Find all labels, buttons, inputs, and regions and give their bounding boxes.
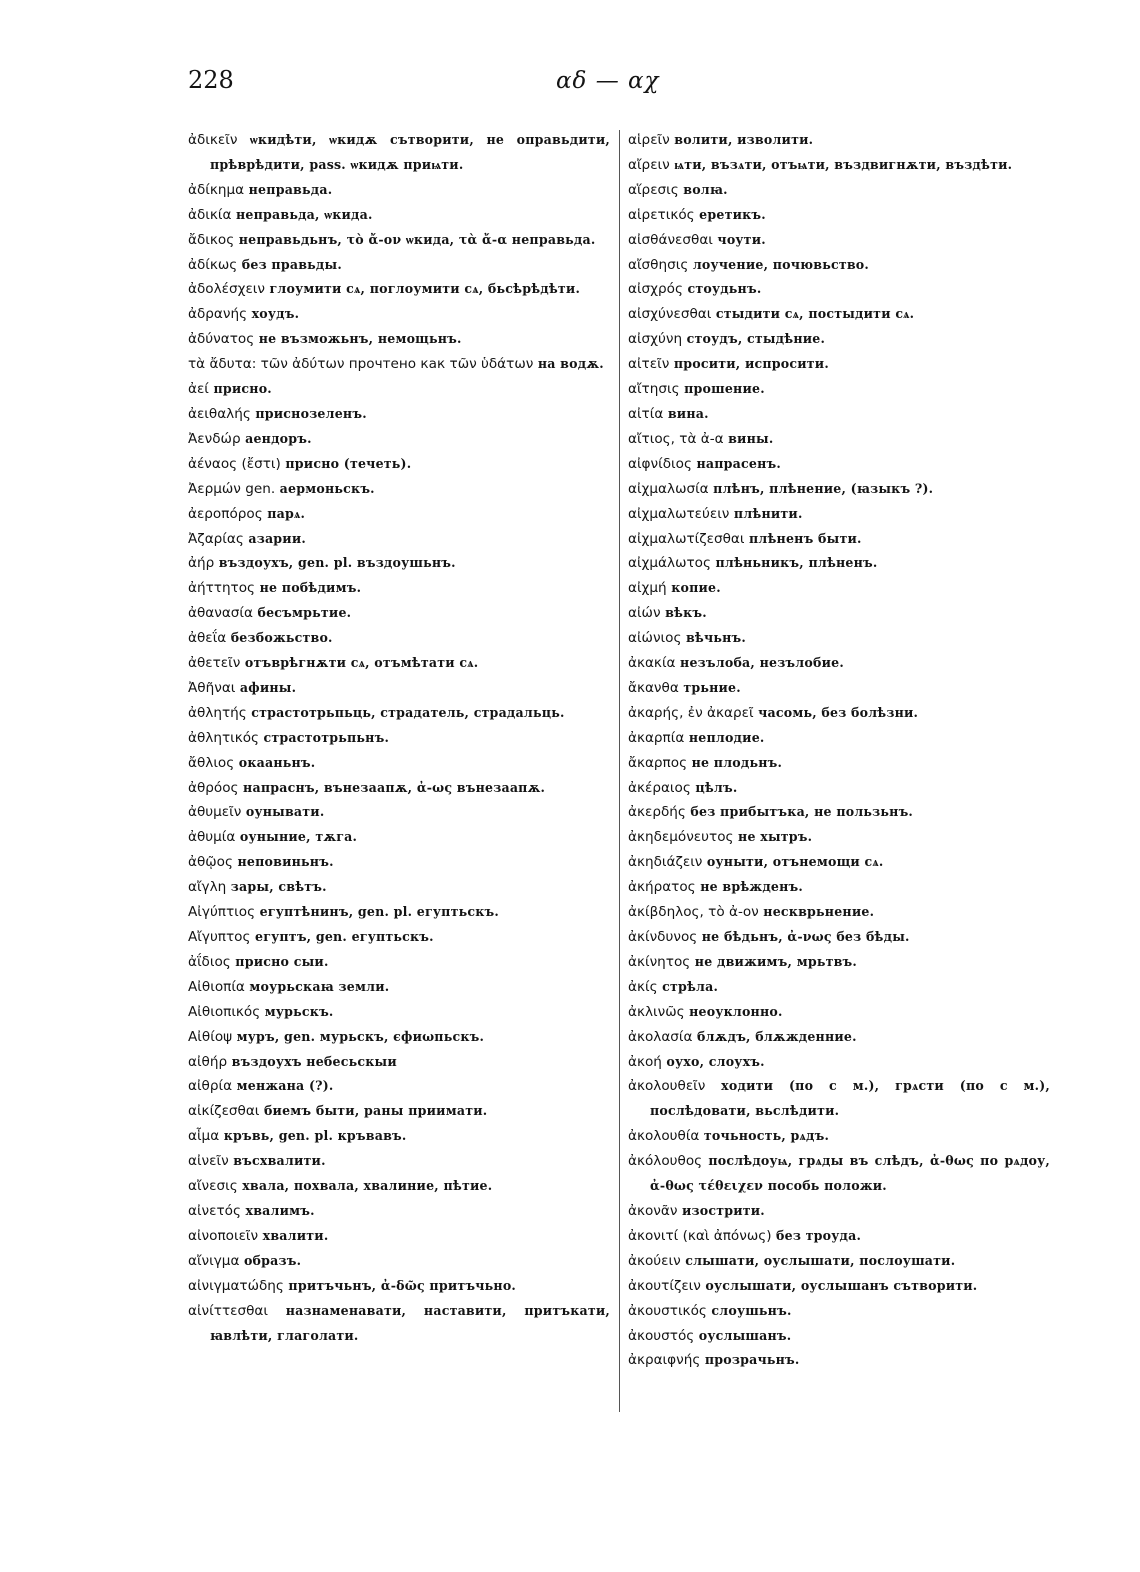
entry-headword: ἀκούειν xyxy=(628,1252,681,1269)
dictionary-entry xyxy=(628,950,1050,975)
entry-translation: без правьды. xyxy=(241,256,342,272)
dictionary-entry xyxy=(188,925,610,950)
entry-headword: ἀκίνητος xyxy=(628,953,691,970)
entry-translation: напраснъ, вънезаапѫ, ἀ-ως вънезаапѫ. xyxy=(243,779,546,795)
entry-translation: хвалимъ. xyxy=(245,1202,315,1218)
dictionary-entry xyxy=(628,800,1050,825)
entry-headword: ἀκαρής, ἐν ἀκαρεῖ xyxy=(628,704,754,721)
entry-translation: кръвь, gen. pl. кръвавъ. xyxy=(223,1128,407,1144)
entry-headword: αἰχμή xyxy=(628,580,667,597)
dictionary-entry xyxy=(628,452,1050,477)
entry-translation: изострити. xyxy=(681,1202,765,1218)
entry-headword: ἀκονᾶν xyxy=(628,1202,678,1219)
entry-translation: не бѣдьнъ, ἀ-νως без бѣды. xyxy=(701,929,910,944)
dictionary-entry xyxy=(628,676,1050,701)
dictionary-entry xyxy=(628,1025,1050,1050)
dictionary-entry xyxy=(628,925,1050,950)
entry-translation: лоучение, почювьство. xyxy=(692,256,869,272)
dictionary-entry xyxy=(188,178,610,203)
entry-headword: τὰ ἄδυτα: τῶν ἀδύτων прочтено как τῶν ὑδάτων xyxy=(188,356,534,373)
entry-translation: аендоръ. xyxy=(245,430,312,446)
dictionary-entry xyxy=(188,1099,610,1124)
entry-headword: αἴτησις xyxy=(628,381,680,398)
entry-headword: ἀθανασία xyxy=(188,605,253,622)
entry-translation: присно сыи. xyxy=(235,953,329,969)
entry-translation: глоумити сѧ, поглоумити сѧ, бьсѣрѣдѣти. xyxy=(269,281,581,297)
dictionary-entry xyxy=(628,203,1050,228)
entry-headword: Ἀθῆναι xyxy=(188,679,236,696)
entry-translation: не плодьнъ. xyxy=(691,754,783,770)
entry-headword: αἰθρία xyxy=(188,1078,233,1095)
dictionary-entry xyxy=(188,626,610,651)
entry-translation: вины. xyxy=(728,430,774,446)
entry-translation: вѣчьнъ. xyxy=(685,630,746,646)
dictionary-entry xyxy=(628,651,1050,676)
entry-translation: послѣдоуѩ, грѧды въ слѣдъ, ἀ-θως по рѧдоу, ἀ-θως τέθειχεν пособь положи. xyxy=(650,1153,1050,1194)
entry-headword: αἰνετός xyxy=(188,1202,241,1219)
dictionary-entry xyxy=(628,626,1050,651)
entry-headword: αἰών xyxy=(628,605,661,622)
dictionary-entry xyxy=(188,277,610,302)
dictionary-entry xyxy=(188,1299,610,1349)
entry-headword: ἄκανθα xyxy=(628,679,679,696)
entry-headword: ἀεί xyxy=(188,381,209,398)
dictionary-entry xyxy=(628,502,1050,527)
dictionary-entry xyxy=(628,751,1050,776)
entry-translation: слоушьнъ. xyxy=(711,1302,792,1318)
dictionary-entry xyxy=(188,1174,610,1199)
entry-translation: моурьскаꙗ земли. xyxy=(249,978,390,994)
entry-headword: ἄκαρπος xyxy=(628,754,688,771)
entry-translation: безбожьство. xyxy=(230,630,333,646)
entry-headword: ἀκαρπία xyxy=(628,729,685,746)
entry-headword: ἀκηδιάζειν xyxy=(628,854,703,871)
entry-translation: стоудъ, стыдѣние. xyxy=(686,331,826,347)
dictionary-entry xyxy=(628,726,1050,751)
entry-headword: ἀκίνδυνος xyxy=(628,929,698,945)
entry-headword: αἴνεσις xyxy=(188,1178,238,1195)
entry-translation: образъ. xyxy=(243,1252,302,1268)
entry-headword: ἀκήρατος xyxy=(628,879,696,896)
entry-translation: присно. xyxy=(213,381,272,397)
entry-headword: ἀθετεῖν xyxy=(188,655,241,672)
entry-headword: αἰθήρ xyxy=(188,1053,228,1070)
entry-headword: Αἴγυπτος xyxy=(188,929,251,945)
entry-translation: вина. xyxy=(667,405,709,421)
dictionary-entry xyxy=(628,153,1050,178)
entry-headword: ἀέναος (ἔστι) xyxy=(188,455,281,472)
dictionary-entry xyxy=(188,377,610,402)
dictionary-entry xyxy=(628,228,1050,253)
dictionary-entry xyxy=(628,1348,1050,1373)
dictionary-entry xyxy=(628,850,1050,875)
entry-headword: αἰνίττεσθαι xyxy=(188,1302,268,1319)
running-head: αδ — αχ xyxy=(556,68,660,94)
dictionary-entry xyxy=(188,975,610,1000)
dictionary-entry xyxy=(188,900,610,925)
dictionary-entry xyxy=(188,302,610,327)
entry-translation: егуптъ, gen. егуптьскъ. xyxy=(255,929,434,944)
entry-headword: ἀκόλουθος xyxy=(628,1153,703,1170)
right-column xyxy=(628,128,1050,1373)
dictionary-entry xyxy=(188,527,610,552)
entry-translation: страстотрьпьць, страдатель, страдальць. xyxy=(251,704,565,720)
entry-headword: ἀθρόος xyxy=(188,779,239,796)
dictionary-entry xyxy=(628,1124,1050,1149)
entry-translation: назнаменавати, наставити, притъкати, ꙗвлѣти, глаголати. xyxy=(210,1302,610,1343)
entry-translation: неповиньнъ. xyxy=(237,854,334,870)
entry-headword: ἀήττητος xyxy=(188,580,256,597)
entry-translation: афины. xyxy=(239,679,297,695)
entry-headword: αἰκίζεσθαι xyxy=(188,1103,260,1120)
dictionary-entry xyxy=(188,402,610,427)
dictionary-entry xyxy=(188,1050,610,1075)
entry-translation: хоудъ. xyxy=(251,306,300,322)
entry-headword: ἀκολουθεῖν xyxy=(628,1078,706,1095)
entry-translation: на водѫ. xyxy=(537,356,604,372)
dictionary-entry xyxy=(188,502,610,527)
dictionary-entry xyxy=(628,377,1050,402)
entry-headword: αἱρετικός xyxy=(628,206,695,223)
entry-translation: блѫдъ, блѫжденние. xyxy=(697,1028,857,1044)
entry-translation: приснозеленъ. xyxy=(255,405,367,421)
dictionary-entry xyxy=(188,601,610,626)
entry-headword: αἰώνιος xyxy=(628,630,682,647)
entry-translation: страстотрьпьнъ. xyxy=(263,729,390,745)
dictionary-entry xyxy=(628,352,1050,377)
entry-headword: ἀεροπόρος xyxy=(188,505,263,522)
entry-headword: ἀδίκημα xyxy=(188,181,245,198)
entry-headword: Αἰθίοψ xyxy=(188,1028,233,1045)
entry-translation: плѣнити. xyxy=(733,505,803,521)
entry-headword: αἵρεσις xyxy=(628,181,679,198)
entry-translation: вѣкъ. xyxy=(665,605,707,621)
entry-translation: не възможьнъ, немощьнъ. xyxy=(258,331,462,347)
entry-translation: чоути. xyxy=(717,231,766,247)
entry-translation: трьние. xyxy=(683,679,741,695)
dictionary-entry xyxy=(188,452,610,477)
entry-headword: αἴνιγμα xyxy=(188,1252,240,1269)
entry-headword: αἰσθάνεσθαι xyxy=(628,231,713,248)
entry-translation: муръ, gen. мурьскъ, єфиωпьскъ. xyxy=(236,1028,485,1044)
dictionary-entry xyxy=(628,402,1050,427)
entry-translation: часомь, без болѣзни. xyxy=(758,704,919,720)
entry-headword: αἰνοποιεῖν xyxy=(188,1227,259,1244)
dictionary-entry xyxy=(628,701,1050,726)
left-column xyxy=(188,128,610,1348)
entry-headword: ἀκολασία xyxy=(628,1028,693,1045)
entry-translation: бесъмрьтие. xyxy=(257,605,352,621)
dictionary-entry xyxy=(628,327,1050,352)
entry-translation: хвалити. xyxy=(262,1227,329,1243)
page-number: 228 xyxy=(188,66,234,94)
dictionary-entry xyxy=(188,427,610,452)
entry-translation: аермоньскъ. xyxy=(279,480,375,496)
entry-headword: ἀκουτίζειν xyxy=(628,1277,701,1294)
entry-translation: присно (течеть). xyxy=(285,455,412,471)
entry-translation: оуслышати, оуслышанъ сътворити. xyxy=(705,1277,978,1293)
entry-translation: оунывати. xyxy=(245,804,325,820)
entry-headword: ἀκέραιος xyxy=(628,779,691,796)
dictionary-entry xyxy=(188,950,610,975)
entry-translation: въздоухъ небесьскыи xyxy=(231,1053,397,1069)
dictionary-entry xyxy=(188,1274,610,1299)
entry-translation: плѣньникъ, плѣненъ. xyxy=(715,555,878,571)
entry-headword: ἀκερδής xyxy=(628,804,686,821)
entry-headword: ἀδίκως xyxy=(188,256,238,273)
entry-translation: менжана (?). xyxy=(236,1078,334,1094)
dictionary-entry xyxy=(628,1274,1050,1299)
entry-translation: нескврьнение. xyxy=(763,904,875,920)
dictionary-entry xyxy=(188,651,610,676)
entry-headword: ἀθῷος xyxy=(188,854,233,871)
entry-headword: ἄθλιος xyxy=(188,754,235,771)
entry-headword: αἰσχύνεσθαι xyxy=(628,306,712,323)
entry-headword: Αἰθιοπία xyxy=(188,978,245,995)
entry-headword: αἴγλη xyxy=(188,879,227,896)
dictionary-entry xyxy=(188,477,610,502)
dictionary-entry xyxy=(188,352,610,377)
entry-translation: без троуда. xyxy=(776,1227,862,1243)
entry-translation: плѣнъ, плѣнение, (ꙗзыкъ ?). xyxy=(713,480,934,496)
entry-headword: ἀδύνατος xyxy=(188,331,255,348)
entry-translation: ѩти, възѧти, отъѩти, въздвигнѫти, въздѣти. xyxy=(674,156,1013,172)
entry-translation: биемъ быти, раны приимати. xyxy=(263,1103,488,1119)
entry-headword: ἀθλητικός xyxy=(188,729,260,746)
entry-headword: αἴσθησις xyxy=(628,256,689,273)
entry-headword: αἰτία xyxy=(628,405,664,422)
dictionary-entry xyxy=(628,302,1050,327)
dictionary-entry xyxy=(628,1224,1050,1249)
entry-headword: ἀθυμία xyxy=(188,829,236,846)
dictionary-entry xyxy=(628,1299,1050,1324)
dictionary-entry xyxy=(628,776,1050,801)
entry-headword: ἀκίς xyxy=(628,978,658,995)
entry-headword: αἰσχύνη xyxy=(628,331,683,348)
entry-headword: Ἀζαρίας xyxy=(188,530,244,547)
dictionary-entry xyxy=(628,875,1050,900)
entry-translation: ходити (по с м.), грѧсти (по с м.), послѣдовати, вьслѣдити. xyxy=(650,1078,1051,1119)
entry-translation: прозрачьнъ. xyxy=(704,1352,800,1368)
dictionary-entry xyxy=(628,975,1050,1000)
dictionary-entry xyxy=(188,576,610,601)
entry-headword: ἀκονιτί (καὶ ἀπόνως) xyxy=(628,1227,772,1244)
dictionary-entry xyxy=(188,1149,610,1174)
dictionary-entry xyxy=(188,701,610,726)
entry-translation: окааньнъ. xyxy=(238,754,316,770)
entry-headword: αἰχμαλωσία xyxy=(628,480,709,497)
dictionary-entry xyxy=(188,228,610,253)
entry-headword: Αἰγύπτιος xyxy=(188,904,256,921)
entry-translation: азарии. xyxy=(248,530,306,546)
entry-translation: неправьда. xyxy=(248,181,333,197)
dictionary-entry xyxy=(188,253,610,278)
entry-headword: ἀκλινῶς xyxy=(628,1003,685,1020)
entry-headword: ἀδολέσχειν xyxy=(188,281,265,298)
entry-translation: незълоба, незълобие. xyxy=(680,655,844,671)
dictionary-entry xyxy=(628,427,1050,452)
dictionary-entry xyxy=(188,1224,610,1249)
entry-translation: просити, испросити. xyxy=(673,356,829,372)
dictionary-entry xyxy=(628,178,1050,203)
dictionary-entry xyxy=(188,825,610,850)
dictionary-entry xyxy=(188,1249,610,1274)
entry-translation: напрасенъ. xyxy=(696,455,781,471)
entry-headword: ἀκουστός xyxy=(628,1327,695,1344)
entry-headword: ἀδικεῖν xyxy=(188,132,238,148)
entry-translation: притъчьнъ, ἀ-δῶς притъчьно. xyxy=(288,1277,517,1293)
entry-headword: ἀδικία xyxy=(188,206,232,223)
dictionary-entry xyxy=(188,1000,610,1025)
dictionary-entry xyxy=(628,576,1050,601)
entry-translation: стрѣла. xyxy=(662,978,719,994)
dictionary-entry xyxy=(628,527,1050,552)
entry-headword: ἀήρ xyxy=(188,555,215,572)
entry-headword: ἀθλητής xyxy=(188,704,247,721)
entry-translation: не врѣжденъ. xyxy=(700,879,803,895)
dictionary-entry xyxy=(628,1149,1050,1199)
entry-headword: ἀθεΐα xyxy=(188,630,227,647)
entry-headword: αἰχμάλωτος xyxy=(628,555,711,572)
dictionary-entry xyxy=(628,1000,1050,1025)
entry-translation: въздоухъ, gen. pl. въздоушьнъ. xyxy=(218,555,456,571)
entry-translation: плѣненъ быти. xyxy=(749,530,862,546)
entry-headword: ἀκακία xyxy=(628,655,676,672)
dictionary-entry xyxy=(628,900,1050,925)
entry-translation: не побѣдимъ. xyxy=(259,580,362,596)
entry-headword: ἀκοή xyxy=(628,1053,662,1070)
dictionary-entry xyxy=(188,327,610,352)
entry-translation: егуптѣнинъ, gen. pl. егуптьскъ. xyxy=(259,904,499,920)
entry-headword: αἰνεῖν xyxy=(188,1153,229,1170)
entry-headword: ἀκηδεμόνευτος xyxy=(628,829,734,846)
entry-headword: αἰσχρός xyxy=(628,281,683,298)
entry-translation: волꙗ. xyxy=(683,181,728,197)
dictionary-entry xyxy=(628,128,1050,153)
dictionary-entry xyxy=(188,726,610,751)
dictionary-entry xyxy=(628,551,1050,576)
column-rule xyxy=(619,130,620,1412)
entry-headword: ἀκραιφνής xyxy=(628,1352,701,1369)
dictionary-entry xyxy=(628,1199,1050,1224)
entry-translation: слышати, оуслышати, послоушати. xyxy=(685,1252,956,1268)
dictionary-entry xyxy=(188,850,610,875)
dictionary-entry xyxy=(188,676,610,701)
entry-headword: ἀειθαλής xyxy=(188,405,251,422)
entry-translation: оуслышанъ. xyxy=(698,1327,792,1343)
entry-headword: ἄδικος xyxy=(188,231,235,248)
entry-headword: Αἰθιοπικός xyxy=(188,1003,261,1020)
entry-headword: ἀθυμεῖν xyxy=(188,804,242,821)
dictionary-entry xyxy=(628,1074,1050,1124)
entry-translation: мурьскъ. xyxy=(264,1003,334,1019)
entry-headword: αἰτεῖν xyxy=(628,356,670,373)
entry-translation: неправьда, ѡкида. xyxy=(235,206,373,222)
entry-headword: ἀδρανής xyxy=(188,306,248,323)
dictionary-entry xyxy=(188,776,610,801)
entry-headword: Ἀενδώρ xyxy=(188,430,241,447)
entry-headword: ἀκουστικός xyxy=(628,1302,707,1319)
dictionary-entry xyxy=(188,1025,610,1050)
dictionary-entry xyxy=(188,203,610,228)
entry-headword: ἀκίβδηλος, τὸ ἀ-ον xyxy=(628,904,759,921)
entry-translation: еретикъ. xyxy=(699,206,766,222)
entry-translation: зары, свѣтъ. xyxy=(230,879,327,895)
dictionary-entry xyxy=(188,128,610,178)
entry-headword: ἀκολουθία xyxy=(628,1128,700,1145)
entry-translation: оуныние, тѫга. xyxy=(239,829,358,845)
dictionary-entry xyxy=(628,1050,1050,1075)
entry-headword: αἴρειν xyxy=(628,156,670,173)
entry-translation: цѣлъ. xyxy=(695,779,738,795)
dictionary-entry xyxy=(628,277,1050,302)
dictionary-entry xyxy=(188,875,610,900)
entry-translation: точьность, рѧдъ. xyxy=(703,1128,830,1144)
entry-headword: αἰνιγματώδης xyxy=(188,1277,284,1294)
entry-translation: отъврѣгнѫти сѧ, отъмѣтати сѧ. xyxy=(244,655,479,671)
entry-translation: неправьдьнъ, τὸ ἄ-ον ѡкида, τὰ ἄ-α неправьда. xyxy=(238,231,596,247)
entry-translation: неоуклонно. xyxy=(689,1003,783,1019)
entry-translation: не хытръ. xyxy=(738,829,813,845)
entry-translation: стоудьнъ. xyxy=(687,281,762,297)
entry-translation: без прибытъка, не пользьнъ. xyxy=(690,804,914,820)
entry-translation: неплодие. xyxy=(688,729,765,745)
entry-translation: оуныти, отънемощи сѧ. xyxy=(706,854,884,870)
dictionary-entry xyxy=(628,253,1050,278)
entry-translation: въсхвалити. xyxy=(233,1153,326,1169)
dictionary-entry xyxy=(628,825,1050,850)
dictionary-entry xyxy=(628,477,1050,502)
entry-translation: копие. xyxy=(671,580,721,596)
entry-headword: Ἀερμών gen. xyxy=(188,480,276,497)
entry-headword: αἷμα xyxy=(188,1128,220,1145)
entry-translation: парѧ. xyxy=(267,505,306,521)
entry-translation: не движимъ, мрьтвъ. xyxy=(694,953,857,969)
dictionary-entry xyxy=(188,1074,610,1099)
entry-translation: хвала, похвала, хвалиние, пѣтие. xyxy=(242,1178,493,1194)
entry-translation: оухо, слоухъ. xyxy=(666,1053,765,1069)
dictionary-entry xyxy=(628,1324,1050,1349)
dictionary-entry xyxy=(188,800,610,825)
entry-headword: αἰχμαλωτίζεσθαι xyxy=(628,530,745,547)
dictionary-entry xyxy=(628,601,1050,626)
dictionary-entry xyxy=(188,551,610,576)
entry-headword: αἱρεῖν xyxy=(628,132,670,148)
entry-headword: αἰχμαλωτεύειν xyxy=(628,505,730,522)
entry-headword: αἴτιος, τὰ ἀ-α xyxy=(628,430,724,447)
dictionary-entry xyxy=(188,1199,610,1224)
entry-headword: ἀΐδιος xyxy=(188,953,231,970)
dictionary-entry xyxy=(628,1249,1050,1274)
dictionary-entry xyxy=(188,1124,610,1149)
entry-translation: прошение. xyxy=(684,381,765,397)
dictionary-entry xyxy=(188,751,610,776)
entry-translation: волити, изволити. xyxy=(674,132,814,147)
entry-translation: стыдити сѧ, постыдити сѧ. xyxy=(715,306,915,322)
entry-headword: αἰφνίδιος xyxy=(628,455,692,472)
entry-translation: ѡкидѣти, ѡкидѫ сътворити, не оправьдити, прѣврѣдити, pass. ѡкидѫ приѩти. xyxy=(210,132,610,172)
